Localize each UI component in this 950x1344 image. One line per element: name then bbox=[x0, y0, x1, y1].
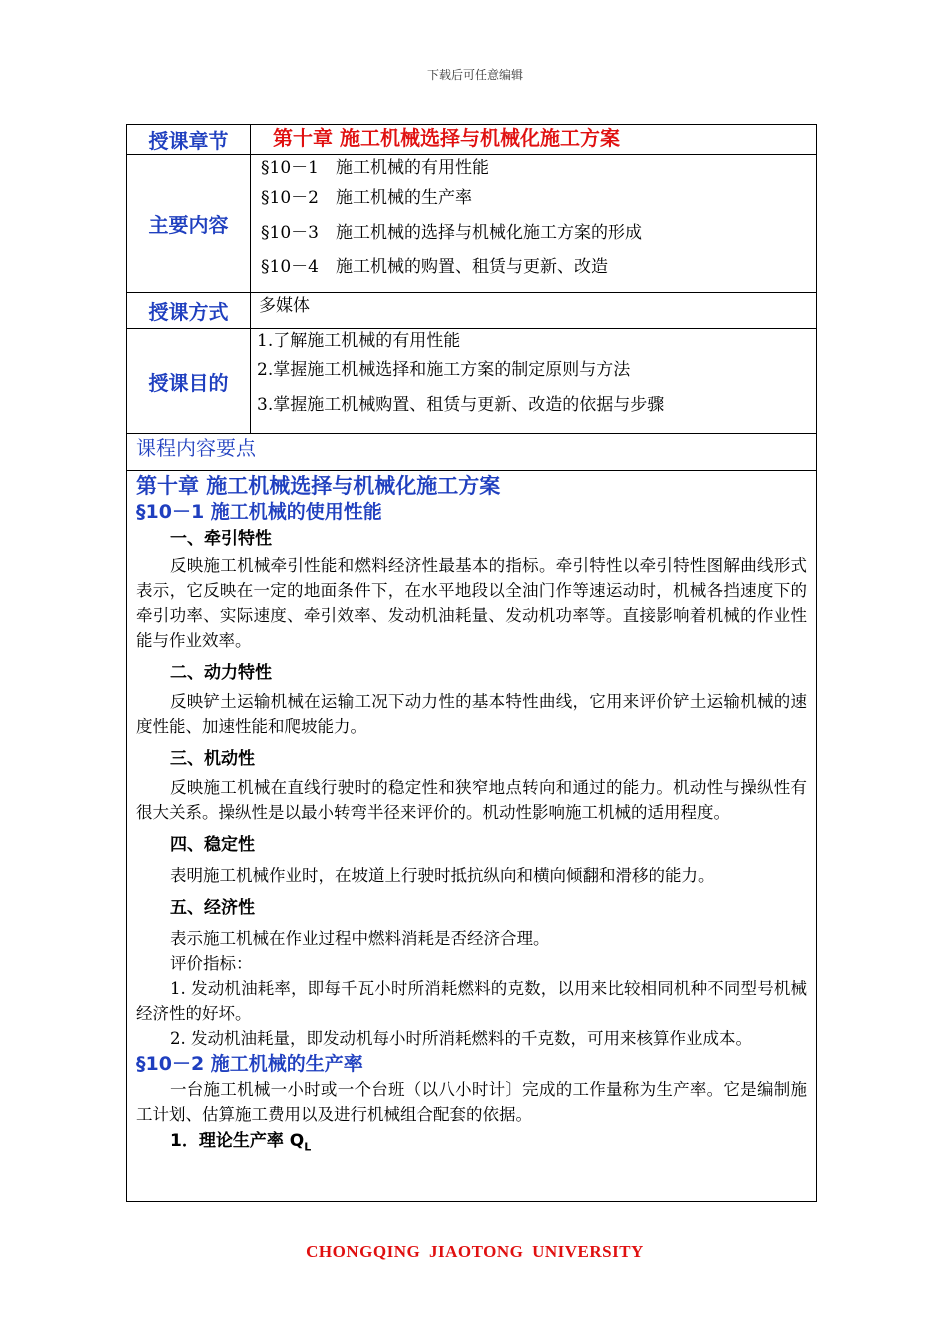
theoretical-productivity-sub: L bbox=[304, 1140, 312, 1154]
method-row bbox=[127, 293, 817, 329]
eval-item-2: 2. 发动机油耗量，即发动机每小时所消耗燃料的千克数，可用来核算作业成本。 bbox=[170, 1029, 752, 1048]
mobility-title: 三、机动性 bbox=[170, 749, 255, 769]
content-item: §10－3 施工机械的选择与机械化施工方案的形成 bbox=[261, 222, 642, 243]
economy-text: 表示施工机械在作业过程中燃料消耗是否经济合理。 bbox=[170, 929, 550, 948]
economy-title: 五、经济性 bbox=[170, 898, 255, 918]
header-note: 下载后可任意编辑 bbox=[426, 68, 523, 82]
goal-list bbox=[251, 329, 817, 434]
method-label: 授课方式 bbox=[127, 293, 251, 329]
chapter-label: 授课章节 bbox=[127, 125, 251, 155]
eval-label: 评价指标： bbox=[170, 954, 253, 973]
content-label: 主要内容 bbox=[127, 155, 251, 293]
content-item: §10－2 施工机械的生产率 bbox=[261, 188, 472, 208]
body-row bbox=[127, 471, 817, 1202]
goal-item: 1.了解施工机械的有用性能 bbox=[257, 331, 461, 351]
points-label: 课程内容要点 bbox=[127, 434, 817, 471]
section2-heading: §10－2 施工机械的生产率 bbox=[136, 1053, 363, 1075]
method-value: 多媒体 bbox=[251, 293, 817, 329]
footer-university: CHONGQING JIAOTONG UNIVERSITY bbox=[306, 1242, 644, 1261]
goal-row bbox=[127, 329, 817, 434]
content-item: §10－4 施工机械的购置、租赁与更新、改造 bbox=[261, 257, 608, 277]
power-title: 二、动力特性 bbox=[170, 663, 272, 683]
content-item: §10－1 施工机械的有用性能 bbox=[261, 158, 489, 178]
chapter-title: 第十章 施工机械选择与机械化施工方案 bbox=[251, 125, 817, 155]
mobility-text: 反映施工机械在直线行驶时的稳定性和狭窄地点转向和通过的能力。机动性与操纵性有很大关系。操纵性是以最小转弯半径来评价的。机动性影响施工机械的适用程度。 bbox=[136, 778, 807, 822]
theoretical-productivity-label: 1．理论生产率 Q bbox=[170, 1131, 305, 1151]
eval-item-1: 1. 发动机油耗率，即每千瓦小时所消耗燃料的克数，以用来比较相同机种不同型号机械经济性的好坏。 bbox=[136, 979, 807, 1023]
lesson-table bbox=[126, 124, 817, 1202]
theoretical-productivity-title bbox=[136, 1127, 807, 1161]
chapter-row bbox=[127, 125, 817, 155]
traction-text: 反映施工机械牵引性能和燃料经济性最基本的指标。牵引特性以牵引特性图解曲线形式表示，它反映在一定的地面条件下，在水平地段以全油门作等速运动时，机械各挡速度下的牵引功率、实际速度、牵引效率、发动机油耗量、发动机功率等。直接影响着机械的作业性能与作业效率。 bbox=[136, 556, 807, 650]
chapter-heading: 第十章 施工机械选择与机械化施工方案 bbox=[136, 474, 501, 498]
goal-item: 2.掌握施工机械选择和施工方案的制定原则与方法 bbox=[257, 360, 631, 380]
content-list bbox=[251, 155, 817, 293]
productivity-text: 一台施工机械一小时或一个台班（以八小时计〕完成的工作量称为生产率。它是编制施工计划、估算施工费用以及进行机械组合配套的依据。 bbox=[136, 1080, 807, 1124]
content-row bbox=[127, 155, 817, 293]
traction-title: 一、牵引特性 bbox=[170, 529, 272, 549]
stability-text: 表明施工机械作业时，在坡道上行驶时抵抗纵向和横向倾翻和滑移的能力。 bbox=[170, 866, 715, 885]
goal-label: 授课目的 bbox=[127, 329, 251, 434]
points-row bbox=[127, 434, 817, 471]
goal-item: 3.掌握施工机械购置、租赁与更新、改造的依据与步骤 bbox=[257, 395, 665, 415]
stability-title: 四、稳定性 bbox=[170, 835, 255, 855]
lesson-body bbox=[127, 471, 817, 1202]
section1-heading: §10－1 施工机械的使用性能 bbox=[136, 501, 382, 523]
power-text: 反映铲土运输机械在运输工况下动力性的基本特性曲线，它用来评价铲土运输机械的速度性能、加速性能和爬坡能力。 bbox=[136, 692, 807, 736]
